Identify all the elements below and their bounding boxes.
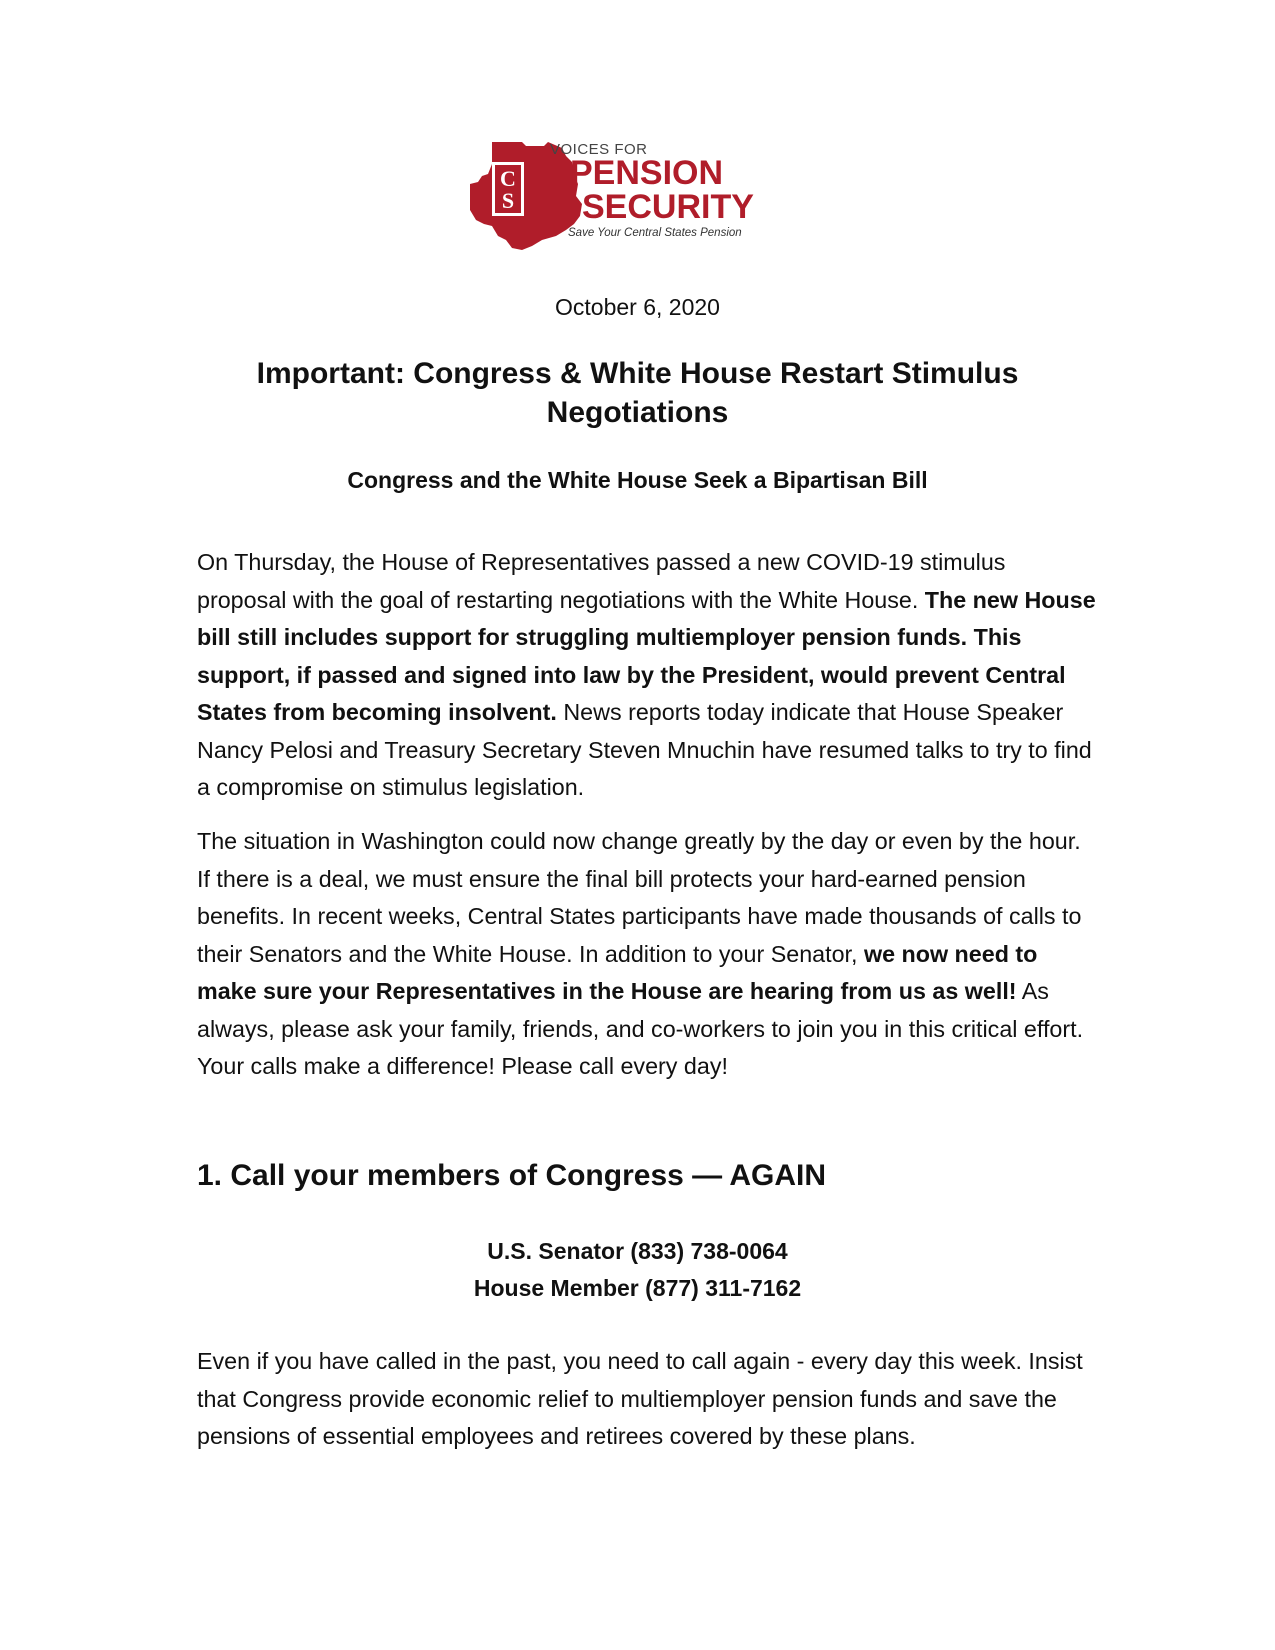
page-title: Important: Congress & White House Restart Stimulus Negotiations bbox=[256, 357, 1019, 429]
paragraph-text: On Thursday, the House of Representatives passed a new COVID-19 stimulus proposal with the goal of restarting negotiations with the White House. bbox=[197, 549, 1006, 613]
paragraph-bold-text: we now need to make sure your Representatives in the House are hearing from us as well! bbox=[197, 940, 1038, 1004]
phone-numbers bbox=[0, 1233, 1275, 1307]
house-member-phone: House Member (877) 311-7162 bbox=[473, 1275, 802, 1301]
paragraph-call-again: Even if you have called in the past, you need to call again - every day this week. Insist that Congress provide economic relief to multiemployer pension funds and save the pensions of essential employees and retirees covered by these plans. bbox=[197, 1348, 1083, 1449]
initials-c: C bbox=[500, 166, 516, 191]
paragraph-text: As always, please ask your family, friends, and co-workers to join you in this critical effort. Your calls make a difference! Please call every day! bbox=[197, 978, 1084, 1079]
logo-graphic bbox=[470, 140, 810, 262]
paragraph-bold-text: The new House bill still includes support for struggling multiemployer pension funds. This support, if passed and signed into law by the President, would prevent Central States from becoming insolvent. bbox=[197, 586, 1096, 725]
section-heading-call-congress: 1. Call your members of Congress — AGAIN bbox=[197, 1159, 827, 1192]
logo-tagline: Save Your Central States Pension bbox=[568, 227, 742, 239]
voices-for-pension-security-logo bbox=[470, 140, 810, 262]
logo-pension: PENSION bbox=[570, 154, 724, 192]
logo-voices-for: VOICES FOR bbox=[550, 141, 648, 158]
central-states-map-shape bbox=[470, 142, 582, 250]
page-subtitle: Congress and the White House Seek a Bipartisan Bill bbox=[347, 467, 928, 493]
document-date: October 6, 2020 bbox=[555, 294, 720, 320]
paragraph-house-bill bbox=[197, 544, 1097, 807]
paragraph-text: The situation in Washington could now change greatly by the day or even by the hour. If there is a deal, we must ensure the final bill protects your hard-earned pension benefits. In recent weeks, Central States participants have made thousands of calls to their Senators and the White House. In addition to your Senator, bbox=[197, 828, 1082, 967]
paragraph-text: News reports today indicate that House Speaker Nancy Pelosi and Treasury Secretary Steven Mnuchin have resumed talks to try to find a compromise on stimulus legislation. bbox=[197, 699, 1092, 800]
senator-phone: U.S. Senator (833) 738-0064 bbox=[487, 1238, 788, 1264]
initials-s: S bbox=[501, 188, 515, 213]
logo-security: SECURITY bbox=[582, 188, 754, 226]
paragraph-washington-situation bbox=[197, 823, 1097, 1086]
